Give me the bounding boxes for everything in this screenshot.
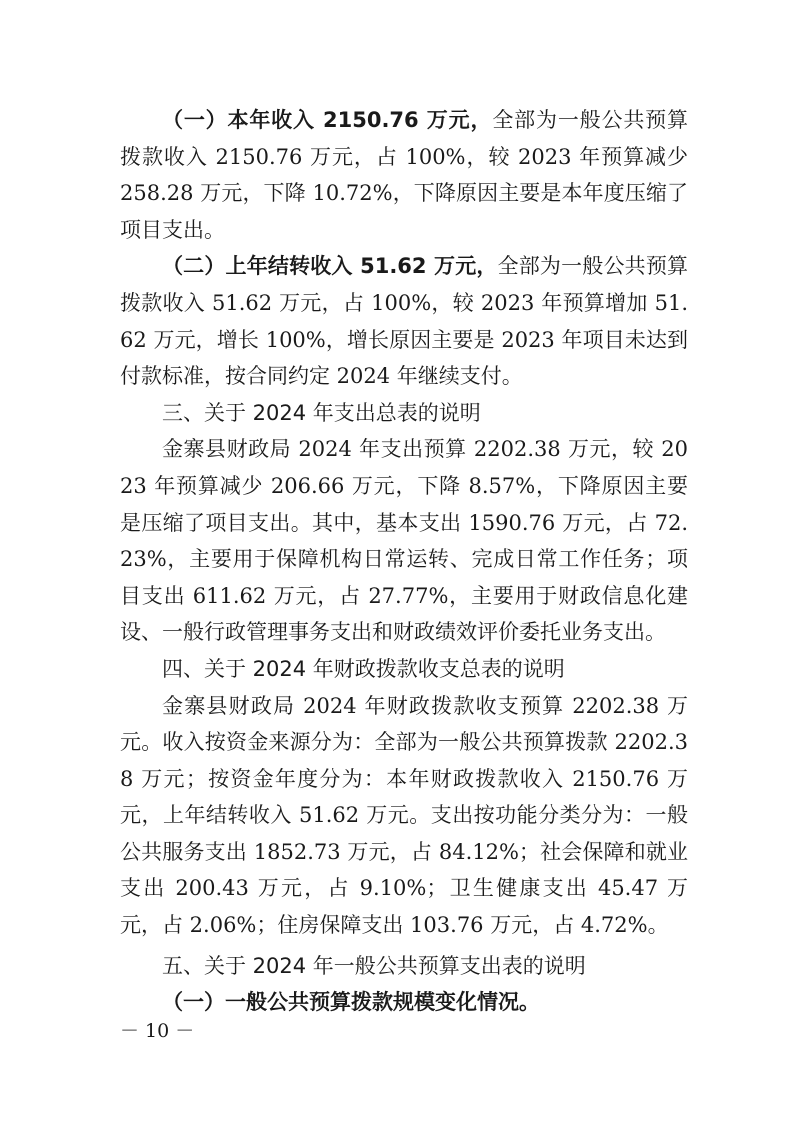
paragraph-current-year-income — [120, 102, 688, 248]
subsection-heading-budget-scale: （一）一般公共预算拨款规模变化情况。 — [162, 990, 540, 1015]
paragraph-text: 全部为一般公共预算拨款收入 2150.76 万元，占 100%，较 2023 年预算减少 258.28 万元，下降 10.72%，下降原因主要是本年度压缩了项目支出。 — [120, 108, 688, 242]
paragraph-lead: （一）本年收入 2150.76 万元， — [162, 108, 493, 132]
section-heading-fiscal-appropriation: 四、关于 2024 年财政拨款收支总表的说明 — [162, 656, 565, 681]
document-body — [120, 102, 688, 1021]
paragraph-expenditure-summary: 金寨县财政局 2024 年支出预算 2202.38 万元，较 2023 年预算减少 206.66 万元，下降 8.57%，下降原因主要是压缩了项目支出。其中，基本支出 1590.76 万元，占 72.23%，主要用于保障机构日常运转、完成日常工作任务；项目支出 611.62 万元，占 27.77%，主要用于财政信息化建设、一般行政管理事务支出和财政绩效评价委托业务支出。 — [120, 437, 688, 645]
section-heading-general-public-budget: 五、关于 2024 年一般公共预算支出表的说明 — [162, 953, 586, 978]
paragraph-lead: （二）上年结转收入 51.62 万元， — [162, 254, 498, 279]
page-number: － 10 － — [120, 1020, 195, 1042]
paragraph-text: 全部为一般公共预算拨款收入 51.62 万元，占 100%，较 2023 年预算增加 51.62 万元，增长 100%，增长原因主要是 2023 年项目未达到付款标准，按合同约定 2024 年继续支付。 — [120, 254, 688, 389]
section-heading-expenditure-summary: 三、关于 2024 年支出总表的说明 — [162, 400, 481, 425]
paragraph-carryover-income — [120, 248, 688, 394]
paragraph-fiscal-appropriation: 金寨县财政局 2024 年财政拨款收支预算 2202.38 万元。收入按资金来源分为：全部为一般公共预算拨款 2202.38 万元；按资金年度分为：本年财政拨款收入 2150.76 万元，上年结转收入 51.62 万元。支出按功能分类分为：一般公共服务支出 1852.73 万元，占 84.12%；社会保障和就业支出 200.43 万元，占 9.10%；卫生健康支出 45.47 万元，占 2.06%；住房保障支出 103.76 万元，占 4.72%。 — [120, 693, 688, 938]
